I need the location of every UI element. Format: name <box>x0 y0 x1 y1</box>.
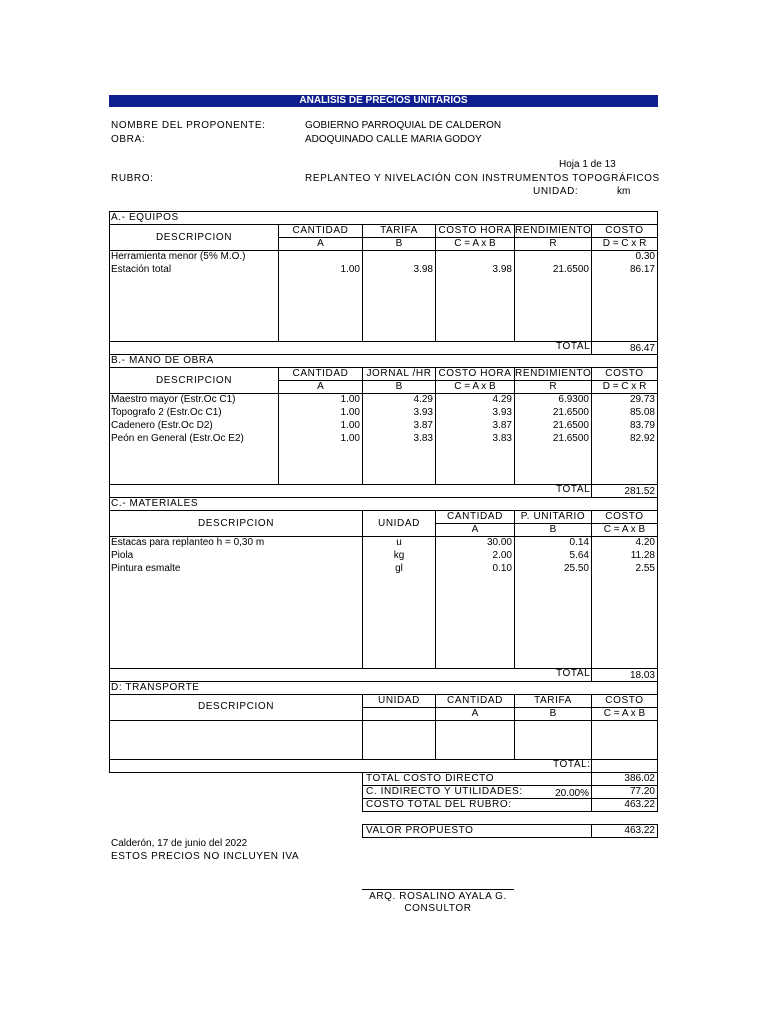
total-costo-directo-label: TOTAL COSTO DIRECTO <box>366 773 495 784</box>
materiales-header-punit: P. UNITARIO <box>520 511 586 522</box>
document-date: Calderón, 17 de junio del 2022 <box>111 838 248 849</box>
equipos-header-tarifa: TARIFA <box>380 225 418 236</box>
proponente-value: GOBIERNO PARROQUIAL DE CALDERON <box>305 120 502 131</box>
total-costo-directo-value: 386.02 <box>624 773 655 784</box>
row-punit: 0.14 <box>569 537 589 548</box>
costo-indirecto-label: C. INDIRECTO Y UTILIDADES: <box>366 786 523 797</box>
row-costo: 0.30 <box>635 251 655 262</box>
equipos-sub-costo: D = C x R <box>602 238 647 249</box>
equipos-total-label: TOTAL <box>556 341 591 352</box>
transporte-section-title: D: TRANSPORTE <box>111 682 200 693</box>
transporte-header-cant: CANTIDAD <box>447 695 503 706</box>
mano-obra-header-desc: DESCRIPCION <box>155 375 233 386</box>
transporte-header-tarifa: TARIFA <box>534 695 572 706</box>
materiales-sub-cant: A <box>471 524 479 535</box>
equipos-header-rend: RENDIMIENTO <box>515 225 592 236</box>
row-desc: Pintura esmalte <box>111 563 181 574</box>
costo-indirecto-value: 77.20 <box>629 786 655 797</box>
proponente-label: NOMBRE DEL PROPONENTE: <box>111 120 266 131</box>
row-desc: Maestro mayor (Estr.Oc C1) <box>111 394 236 405</box>
obra-label: OBRA: <box>111 134 146 145</box>
transporte-total-label: TOTAL: <box>553 759 591 770</box>
row-rend: 21.6500 <box>552 264 589 275</box>
equipos-sub-costo-hora: C = A x B <box>454 238 496 249</box>
row-desc: Estacas para replanteo h = 0,30 m <box>111 537 265 548</box>
row-rend: 21.6500 <box>552 407 589 418</box>
row-cant: 0.10 <box>492 563 512 574</box>
row-jornal: 4.29 <box>413 394 433 405</box>
row-unidad: gl <box>395 563 403 574</box>
row-desc: Herramienta menor (5% M.O.) <box>111 251 246 262</box>
row-desc: Piola <box>111 550 134 561</box>
row-jornal: 3.83 <box>413 433 433 444</box>
mano-obra-total-value: 281.52 <box>624 486 655 497</box>
materiales-sub-costo: C = A x B <box>603 524 646 535</box>
row-cant: 30.00 <box>486 537 512 548</box>
iva-note: ESTOS PRECIOS NO INCLUYEN IVA <box>111 851 300 862</box>
valor-propuesto-label: VALOR PROPUESTO <box>366 825 474 836</box>
mano-obra-sub-costo-hora: C = A x B <box>454 381 496 392</box>
equipos-header-costo-hora: COSTO HORA <box>438 225 512 236</box>
row-unidad: u <box>396 537 402 548</box>
row-costo-hora: 3.98 <box>492 264 512 275</box>
equipos-sub-cant: A <box>317 238 324 249</box>
row-punit: 5.64 <box>569 550 589 561</box>
mano-obra-sub-cant: A <box>317 381 324 392</box>
materiales-header-desc: DESCRIPCION <box>197 518 275 529</box>
row-punit: 25.50 <box>563 563 589 574</box>
rubro-label: RUBRO: <box>111 173 154 184</box>
mano-obra-header-costo: COSTO <box>605 368 644 379</box>
row-desc: Topografo 2 (Estr.Oc C1) <box>111 407 222 418</box>
row-rend: 21.6500 <box>552 420 589 431</box>
transporte-header-unidad: UNIDAD <box>378 695 420 706</box>
row-unidad: kg <box>393 550 405 561</box>
row-jornal: 3.93 <box>413 407 433 418</box>
equipos-sub-rend: R <box>549 238 557 249</box>
row-cant: 1.00 <box>340 433 360 444</box>
equipos-section-title: A.- EQUIPOS <box>111 212 179 223</box>
row-desc: Cadenero (Estr.Oc D2) <box>111 420 213 431</box>
row-costo-hora: 3.93 <box>492 407 512 418</box>
equipos-header-costo: COSTO <box>605 225 644 236</box>
row-cant: 1.00 <box>340 264 360 275</box>
equipos-header-desc: DESCRIPCION <box>155 232 233 243</box>
row-rend: 21.6500 <box>552 433 589 444</box>
costo-indirecto-percent: 20.00% <box>555 788 589 799</box>
materiales-sub-punit: B <box>549 524 557 535</box>
row-costo: 2.55 <box>635 563 655 574</box>
row-costo-hora: 3.87 <box>492 420 512 431</box>
mano-obra-header-cant: CANTIDAD <box>292 368 349 379</box>
transporte-sub-cant: A <box>471 708 479 719</box>
obra-value: ADOQUINADO CALLE MARIA GODOY <box>305 134 482 145</box>
document-title: ANALISIS DE PRECIOS UNITARIOS <box>109 95 658 107</box>
row-costo: 11.28 <box>630 550 655 561</box>
mano-obra-sub-jornal: B <box>395 381 403 392</box>
signer-role: CONSULTOR <box>404 903 472 914</box>
row-costo: 86.17 <box>629 264 655 275</box>
row-costo: 83.79 <box>629 420 655 431</box>
row-rend: 6.9300 <box>558 394 589 405</box>
row-cant: 1.00 <box>340 420 360 431</box>
mano-obra-sub-costo: D = C x R <box>602 381 647 392</box>
row-costo: 4.20 <box>635 537 655 548</box>
row-costo-hora: 3.83 <box>492 433 512 444</box>
mano-obra-section-title: B.- MANO DE OBRA <box>111 355 214 366</box>
row-costo: 85.08 <box>629 407 655 418</box>
mano-obra-total-label: TOTAL <box>556 484 591 495</box>
materiales-header-costo: COSTO <box>605 511 644 522</box>
page-indicator: Hoja 1 de 13 <box>559 159 616 170</box>
materiales-total-label: TOTAL <box>556 668 591 679</box>
transporte-sub-tarifa: B <box>549 708 557 719</box>
equipos-header-cant: CANTIDAD <box>292 225 349 236</box>
unidad-value: km <box>617 186 631 197</box>
rubro-value: REPLANTEO Y NIVELACIÓN CON INSTRUMENTOS TOPOGRÁFICOS <box>305 173 660 184</box>
row-desc: Peón en General (Estr.Oc E2) <box>111 433 244 444</box>
unidad-label: UNIDAD: <box>533 186 579 197</box>
materiales-header-cant: CANTIDAD <box>447 511 503 522</box>
mano-obra-header-rend: RENDIMIENTO <box>515 368 592 379</box>
materiales-header-unidad: UNIDAD <box>378 518 420 529</box>
row-jornal: 3.87 <box>413 420 433 431</box>
signer-name: ARQ. ROSALINO AYALA G. <box>369 891 507 902</box>
transporte-header-costo: COSTO <box>605 695 644 706</box>
valor-propuesto-value: 463.22 <box>624 825 655 836</box>
row-costo: 82.92 <box>629 433 655 444</box>
mano-obra-header-costo-hora: COSTO HORA <box>438 368 512 379</box>
materiales-total-value: 18.03 <box>629 670 655 681</box>
row-costo: 29.73 <box>629 394 655 405</box>
equipos-sub-tarifa: B <box>395 238 403 249</box>
mano-obra-header-jornal: JORNAL /HR <box>366 368 432 379</box>
transporte-sub-costo: C = A x B <box>603 708 646 719</box>
costo-total-rubro-value: 463.22 <box>624 799 655 810</box>
mano-obra-sub-rend: R <box>549 381 557 392</box>
row-cant: 2.00 <box>492 550 512 561</box>
transporte-header-desc: DESCRIPCION <box>197 701 275 712</box>
row-desc: Estación total <box>111 264 172 275</box>
row-cant: 1.00 <box>340 394 360 405</box>
costo-total-rubro-label: COSTO TOTAL DEL RUBRO: <box>366 799 512 810</box>
row-costo-hora: 4.29 <box>492 394 512 405</box>
equipos-total-value: 86.47 <box>629 343 655 354</box>
row-cant: 1.00 <box>340 407 360 418</box>
row-tarifa: 3.98 <box>413 264 433 275</box>
signature-line <box>362 889 514 890</box>
materiales-section-title: C.- MATERIALES <box>111 498 199 509</box>
